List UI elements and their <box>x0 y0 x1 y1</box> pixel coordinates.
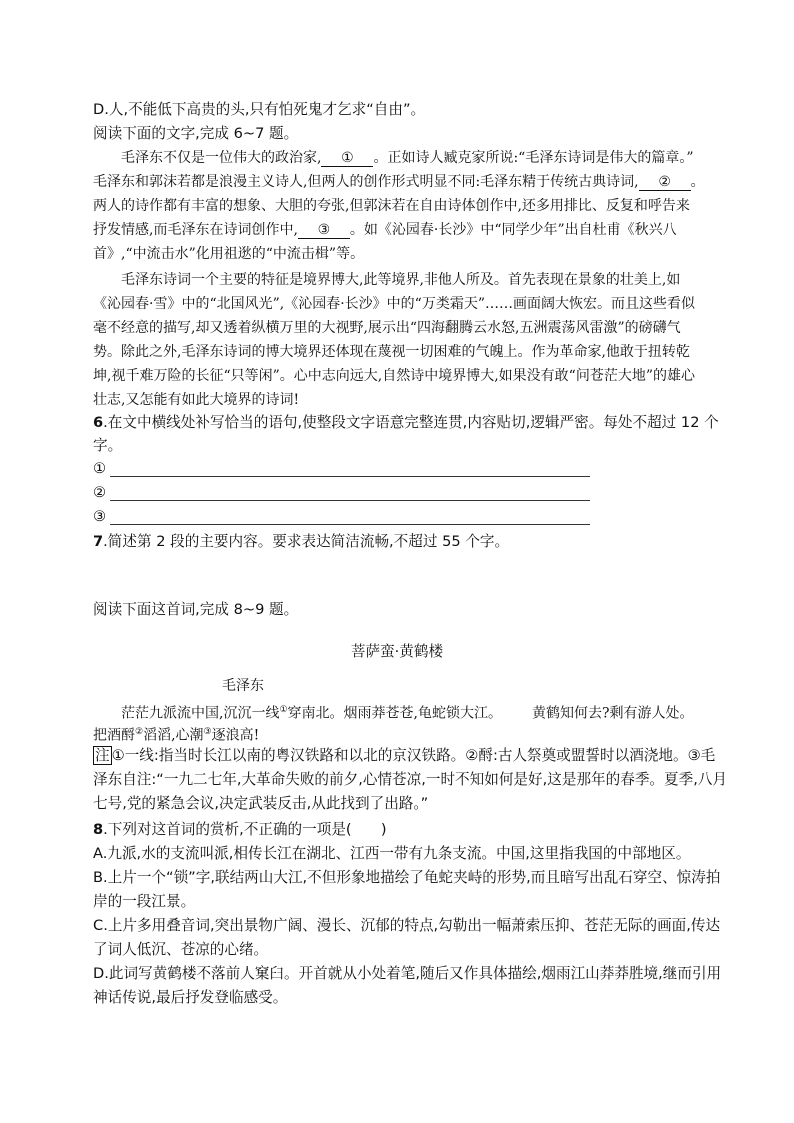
passage2-line: 壮志,又怎能有如此大境界的诗词! <box>93 392 300 408</box>
passage1-line: 首》,“中流击水”化用祖逖的“中流击楫”等。 <box>93 246 365 262</box>
passage-text: 。 <box>690 174 705 190</box>
question-number: 8 <box>93 821 104 838</box>
poem-text: 黄鹤知何去?剩有游人处。 <box>531 705 694 722</box>
passage2-line: 毫不经意的描写,却又透着纵横万里的大视野,展示出“四海翻腾云水怒,五洲震荡风雷激”的磅礴气 <box>93 320 681 336</box>
question-number: 7 <box>93 533 104 550</box>
passage-text: 。如《沁园春·长沙》中“同学少年”出自杜甫《秋兴八 <box>349 222 677 238</box>
question-text: .在文中横线处补写恰当的语句,使整段文字语意完整连贯,内容贴切,逻辑严密。每处不超过 12 个 <box>103 414 719 431</box>
answer-line-1[interactable] <box>110 475 590 477</box>
answer-label-2: ② <box>93 484 107 501</box>
poem-line-1 <box>121 700 694 724</box>
option-d-cont: 神话传说,最后抒发登临感受。 <box>93 989 288 1006</box>
poem-text: 逐浪高! <box>211 727 260 744</box>
question-number: 6 <box>93 414 104 431</box>
passage2-line: 《沁园春·雪》中的“北国风光”,《沁园春·长沙》中的“万类霜天”……画面阔大恢宏。而且这些看似 <box>93 296 695 312</box>
question-6-cont: 字。 <box>93 437 123 454</box>
passage-text: 抒发情感,而毛泽东在诗词创作中, <box>93 222 298 238</box>
poem-text: 把酒酹 <box>93 727 135 744</box>
notes-text: ①一线:指当时长江以南的粤汉铁路和以北的京汉铁路。②酹:古人祭奠或盟誓时以酒浇地。③毛 <box>111 747 716 764</box>
passage2-line: 势。除此之外,毛泽东诗词的博大境界还体现在蔑视一切困难的气魄上。作为革命家,他敢于扭转乾 <box>93 344 690 360</box>
question-7 <box>93 532 509 552</box>
passage1-line <box>93 172 705 192</box>
option-a[interactable]: A.九派,水的支流叫派,相传长江在湖北、江西一带有九条支流。中国,这里指我国的中部地区。 <box>93 845 691 862</box>
poem-title: 菩萨蛮·黄鹤楼 <box>350 643 444 660</box>
footnote-marker: ① <box>279 705 288 715</box>
question-8 <box>93 820 387 840</box>
notes-line-2: 泽东自注:“一九二七年,大革命失败的前夕,心情苍凉,一时不知如何是好,这是那年的春季。夏季,八月 <box>93 771 728 788</box>
answer-label-1: ① <box>93 460 107 477</box>
answer-label-3: ③ <box>93 508 107 525</box>
poem-text: 滔滔,心潮 <box>143 727 204 744</box>
passage-text: 毛泽东不仅是一位伟大的政治家, <box>121 150 322 166</box>
blank-1: ① <box>321 150 373 167</box>
notes-line-1 <box>93 746 715 766</box>
poem-text: 茫茫九派流中国,沉沉一线 <box>121 705 280 722</box>
option-b[interactable]: B.上片一个“锁”字,联结两山大江,不但形象地描绘了龟蛇夹峙的形势,而且暗写出乱石穿空、惊涛拍 <box>93 869 721 886</box>
question-text: .下列对这首词的赏析,不正确的一项是( ) <box>103 821 387 838</box>
poem-line-2 <box>93 722 259 746</box>
notes-label: 注 <box>95 747 110 764</box>
option-d-previous: D.人,不能低下高贵的头,只有怕死鬼才乞求“自由”。 <box>93 101 426 118</box>
answer-line-2[interactable] <box>110 499 590 501</box>
poem-text: 穿南北。烟雨莽苍苍,龟蛇锁大江。 <box>287 705 502 722</box>
option-d[interactable]: D.此词写黄鹤楼不落前人窠臼。开首就从小处着笔,随后又作具体描绘,烟雨江山莽莽胜境,继而引用 <box>93 965 722 982</box>
question-6 <box>93 413 719 433</box>
passage-text: 毛泽东和郭沫若都是浪漫主义诗人,但两人的创作形式明显不同:毛泽东精于传统古典诗词, <box>93 174 639 190</box>
option-b-cont: 岸的一段江景。 <box>93 893 196 910</box>
poem-author: 毛泽东 <box>222 678 264 694</box>
footnote-marker: ③ <box>203 727 212 737</box>
notes-line-3: 七号,党的紧急会议,决定武装反击,从此找到了出路。” <box>93 795 429 812</box>
blank-3: ③ <box>298 222 350 239</box>
footnote-marker: ② <box>135 727 144 737</box>
option-c-cont: 了词人低沉、苍凉的心绪。 <box>93 941 269 958</box>
reading-instruction-1: 阅读下面的文字,完成 6~7 题。 <box>93 125 299 142</box>
passage1-line <box>121 148 693 168</box>
answer-line-3[interactable] <box>110 523 590 525</box>
question-text: .简述第 2 段的主要内容。要求表达简洁流畅,不超过 55 个字。 <box>103 533 510 550</box>
passage1-line: 两人的诗作都有丰富的想象、大胆的夸张,但郭沫若在自由诗体创作中,还多用排比、反复和呼告来 <box>93 198 690 214</box>
blank-2: ② <box>639 174 691 191</box>
passage1-line <box>93 220 677 240</box>
reading-instruction-2: 阅读下面这首词,完成 8~9 题。 <box>93 601 299 618</box>
passage2-line: 坤,视千难万险的长征“只等闲”。心中志向远大,自然诗中境界博大,如果没有敢“问苍茫大地”的雄心 <box>93 368 695 384</box>
passage-text: 。正如诗人臧克家所说:“毛泽东诗词是伟大的篇章。” <box>373 150 694 166</box>
option-c[interactable]: C.上片多用叠音词,突出景物广阔、漫长、沉郁的特点,勾勒出一幅萧索压抑、苍茫无际的画面,传达 <box>93 917 721 934</box>
passage2-line: 毛泽东诗词一个主要的特征是境界博大,此等境界,非他人所及。首先表现在景象的壮美上,如 <box>121 272 681 288</box>
